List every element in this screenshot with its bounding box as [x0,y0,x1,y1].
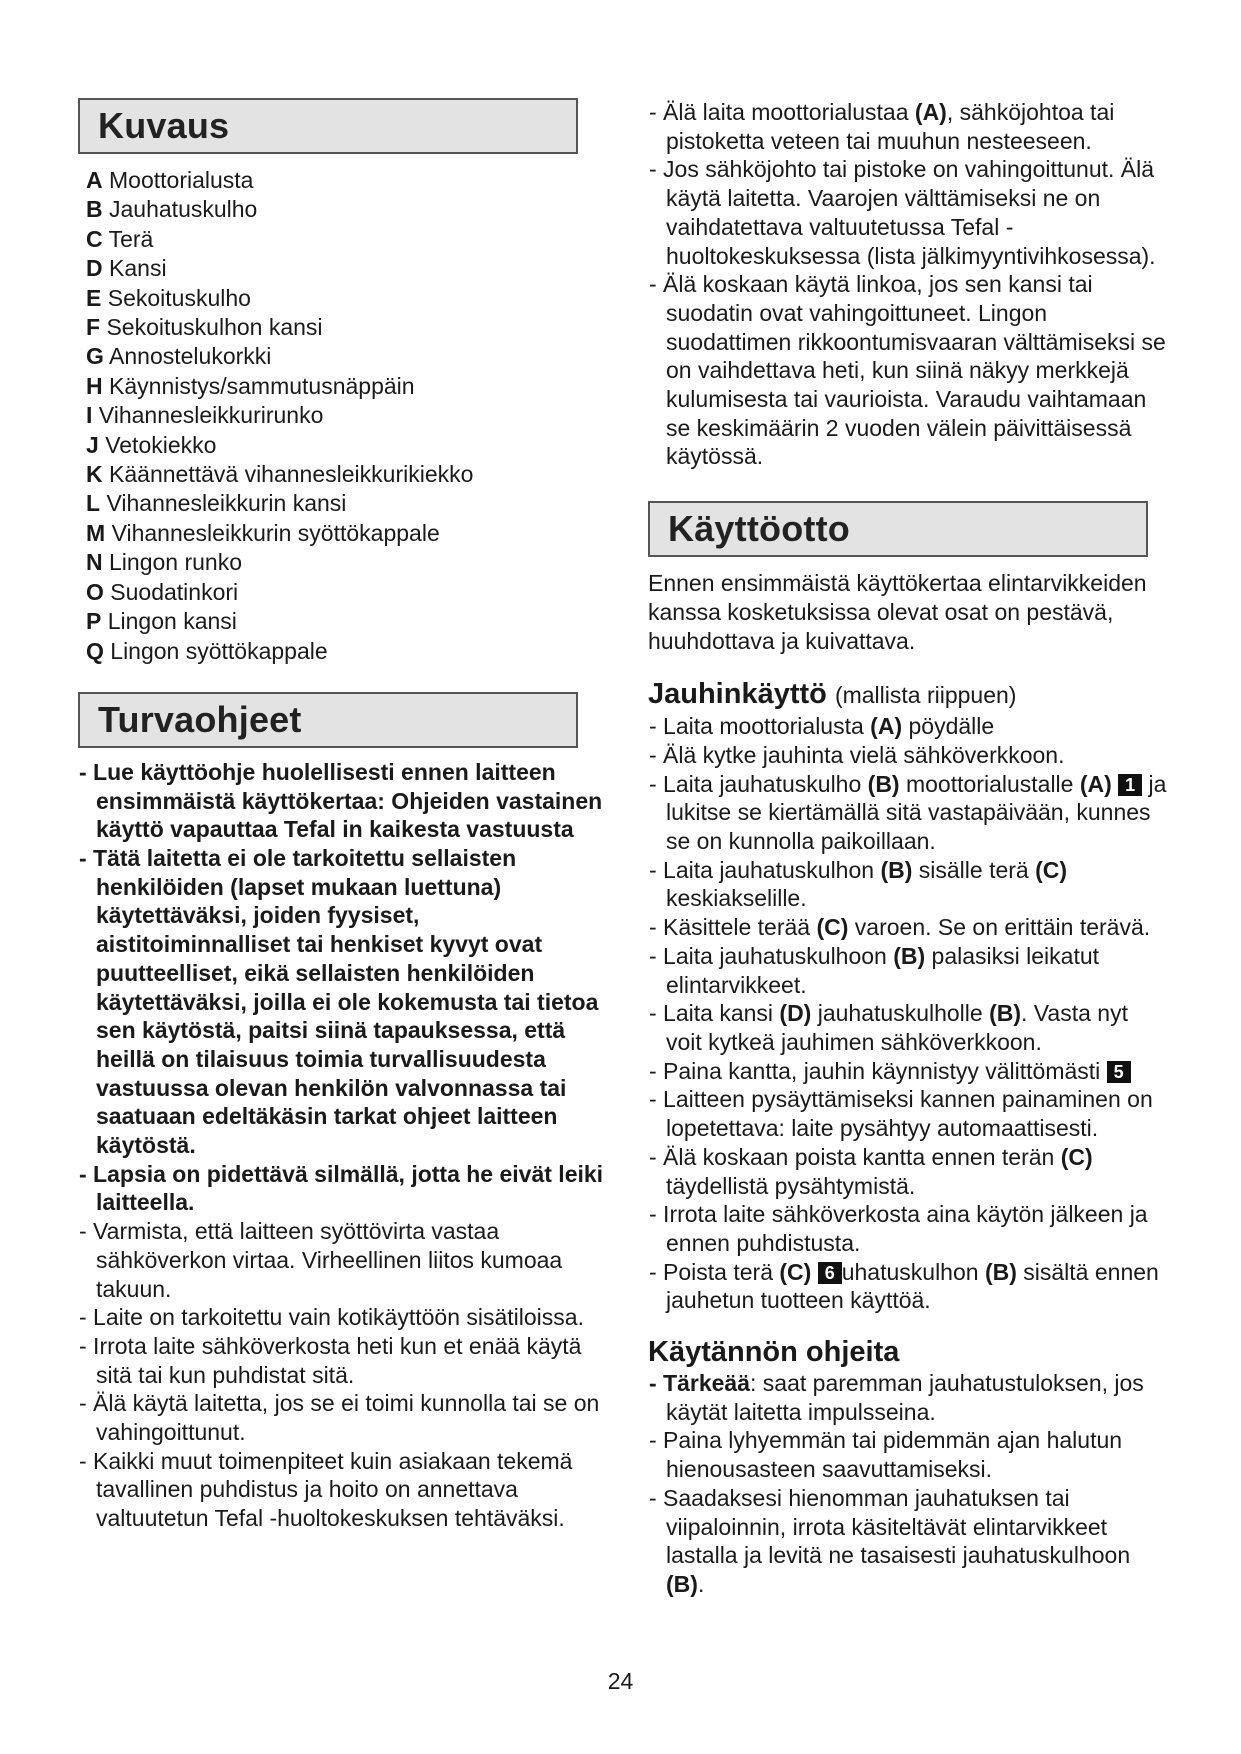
kayttootto-intro: Ennen ensimmäistä käyttökertaa elintarvikkeiden kanssa kosketuksissa olevat osat on pestävä, huuhdottava ja kuivattava. [648,570,1147,654]
grinder-step: - Älä koskaan poista kantta ennen terän (C) täydellistä pysähtymistä. [649,1143,1093,1199]
right-column [648,98,1168,1599]
turvaohjeet-title: Turvaohjeet [98,698,302,740]
part-item: L Vihannesleikkurin kansi [86,490,347,517]
grinder-step: - Laita jauhatuskulhoon (B) palasiksi leikatut elintarvikkeet. [649,942,1100,998]
grinder-step: - Älä kytke jauhinta vielä sähköverkkoon. [649,741,1065,768]
part-item: P Lingon kansi [86,608,237,635]
tip-item: - Saadaksesi hienomman jauhatuksen tai viipaloinnin, irrota käsiteltävät elintarvikkeet lastalla ja levitä ne tasaisesti jauhatuskulhoon (B). [649,1484,1131,1597]
part-item: G Annostelukorkki [86,343,272,370]
safety-bold-item: - Lue käyttöohje huolellisesti ennen laitteen ensimmäistä käyttökertaa: Ohjeiden vastainen käyttö vapauttaa Tefal in kaikesta vastuusta [79,758,603,843]
safety-continued-list [648,98,1168,471]
part-item: B Jauhatuskulho [86,196,258,223]
grinder-steps-list [648,712,1168,1315]
part-item: K Käännettävä vihannesleikkurikiekko [86,461,474,488]
part-item: A Moottorialusta [86,167,254,193]
safety-item: - Laite on tarkoitettu vain kotikäyttöön sisätiloissa. [79,1304,584,1331]
safety-item: - Irrota laite sähköverkosta heti kun et enää käytä sitä tai kun puhdistat sitä. [79,1332,582,1388]
figure-ref-badge: 5 [1107,1061,1131,1083]
part-item: F Sekoituskulhon kansi [86,314,323,341]
kayttootto-header [648,501,1148,557]
part-item: I Vihannesleikkurirunko [86,402,324,429]
safety-bold-list [78,758,608,1217]
part-item: H Käynnistys/sammutusnäppäin [86,372,415,399]
tip-item: - Tärkeää: saat paremman jauhatustuloksen, jos käytät laitetta impulsseina. [649,1370,1144,1425]
safety-item: - Älä käytä laitetta, jos se ei toimi kunnolla tai se on vahingoittunut. [79,1390,600,1446]
kuvaus-header [78,98,578,154]
grinder-step: - Käsittele terää (C) varoen. Se on erittäin terävä. [649,914,1151,941]
grinder-step: - Paina kantta, jauhin käynnistyy välittömästi 5 [648,1057,1168,1086]
figure-ref-badge: 6 [818,1262,842,1284]
grinder-step: - Laita moottorialusta (A) pöydälle [649,713,995,740]
turvaohjeet-header [78,692,578,748]
kuvaus-title: Kuvaus [98,105,230,146]
grinder-step: - Laita kansi (D) jauhatuskulholle (B). Vasta nyt voit kytkeä jauhimen sähköverkkoon. [649,1000,1128,1055]
ohjeita-heading: Käytännön ohjeita [648,1336,900,1369]
safety-item: - Varmista, että laitteen syöttövirta vastaa sähköverkon virtaa. Virheellinen liitos kumoaa takuun. [79,1218,563,1302]
grinder-step: - Laita jauhatuskulhon (B) sisälle terä (C) keskiakselille. [649,856,1068,912]
part-item: Q Lingon syöttökappale [86,637,328,664]
safety-bold-item: - Lapsia on pidettävä silmällä, jotta he eivät leiki laitteella. [79,1160,604,1216]
part-item: M Vihannesleikkurin syöttökappale [86,519,440,546]
grinder-step: - Laitteen pysäyttämiseksi kannen painaminen on lopetettava: laite pysähtyy automaattisesti. [649,1086,1153,1142]
safety-item: - Älä koskaan käytä linkoa, jos sen kansi tai suodatin ovat vahingoittuneet. Lingon suodattimen rikkoontumisvaaran välttämiseksi se on vaihdettava heti, kun siinä näkyy merkkejä kulumisesta tai vaurioista. Varaudu vaihtamaan se keskimäärin 2 vuoden välein päivittäisessä käytössä. [649,271,1166,470]
page-number: 24 [607,1668,634,1694]
figure-ref-badge: 1 [1118,774,1142,796]
safety-item: - Älä laita moottorialustaa (A), sähköjohtoa tai pistoketta veteen tai muuhun nesteeseen. [649,99,1115,154]
part-item: O Suodatinkori [86,578,239,605]
safety-item: - Jos sähköjohto tai pistoke on vahingoittunut. Älä käytä laitetta. Vaarojen välttämiseksi ne on vaihdatettava valtuutetussa Tefal -huoltokeskuksessa (lista jälkimyyntivihkosessa). [649,156,1156,269]
part-item: J Vetokiekko [86,431,217,458]
kayttootto-title: Käyttöotto [668,508,850,550]
jauhin-heading: Jauhinkäyttö (mallista riippuen) [648,678,1017,711]
part-item: N Lingon runko [86,549,243,576]
part-item: D Kansi [86,255,167,282]
safety-item: - Kaikki muut toimenpiteet kuin asiakaan tekemä tavallinen puhdistus ja hoito on annettava valtuutetun Tefal -huoltokeskuksen tehtäväksi. [79,1447,573,1532]
part-item: E Sekoituskulho [86,284,251,311]
grinder-step: - Laita jauhatuskulho (B) moottorialustalle (A) 1 ja lukitse se kiertämällä sitä vastapäivään, kunnes se on kunnolla paikoillaan. [649,770,1167,855]
grinder-step: - Poista terä (C) 6 uhatuskulhon (B) sisältä ennen jauhetun tuotteen käyttöä. [649,1258,1159,1314]
grinder-step: - Irrota laite sähköverkosta aina käytön jälkeen ja ennen puhdistusta. [649,1201,1148,1256]
safety-list [78,1217,608,1533]
parts-list [86,166,608,666]
tips-list [648,1369,1168,1599]
tip-item: - Paina lyhyemmän tai pidemmän ajan halutun hienousasteen saavuttamiseksi. [649,1427,1123,1483]
safety-bold-item: - Tätä laitetta ei ole tarkoitettu sellaisten henkilöiden (lapset mukaan luettuna) käytettäväksi, joiden fyysiset, aistitoiminnalliset tai henkiset kyvyt ovat puutteelliset, eikä sellaisten henkilöiden käytettäväksi, joilla ei ole kokemusta tai tietoa sen käytöstä, paitsi siinä tapauksessa, että heillä on tilaisuus toimia turvallisuudesta vastuussa olevan henkilön valvonnassa tai saatuaan edeltäkäsin tarkat ohjeet laitteen käytöstä. [79,845,599,1159]
left-column [78,98,608,1533]
part-item: C Terä [86,225,154,252]
